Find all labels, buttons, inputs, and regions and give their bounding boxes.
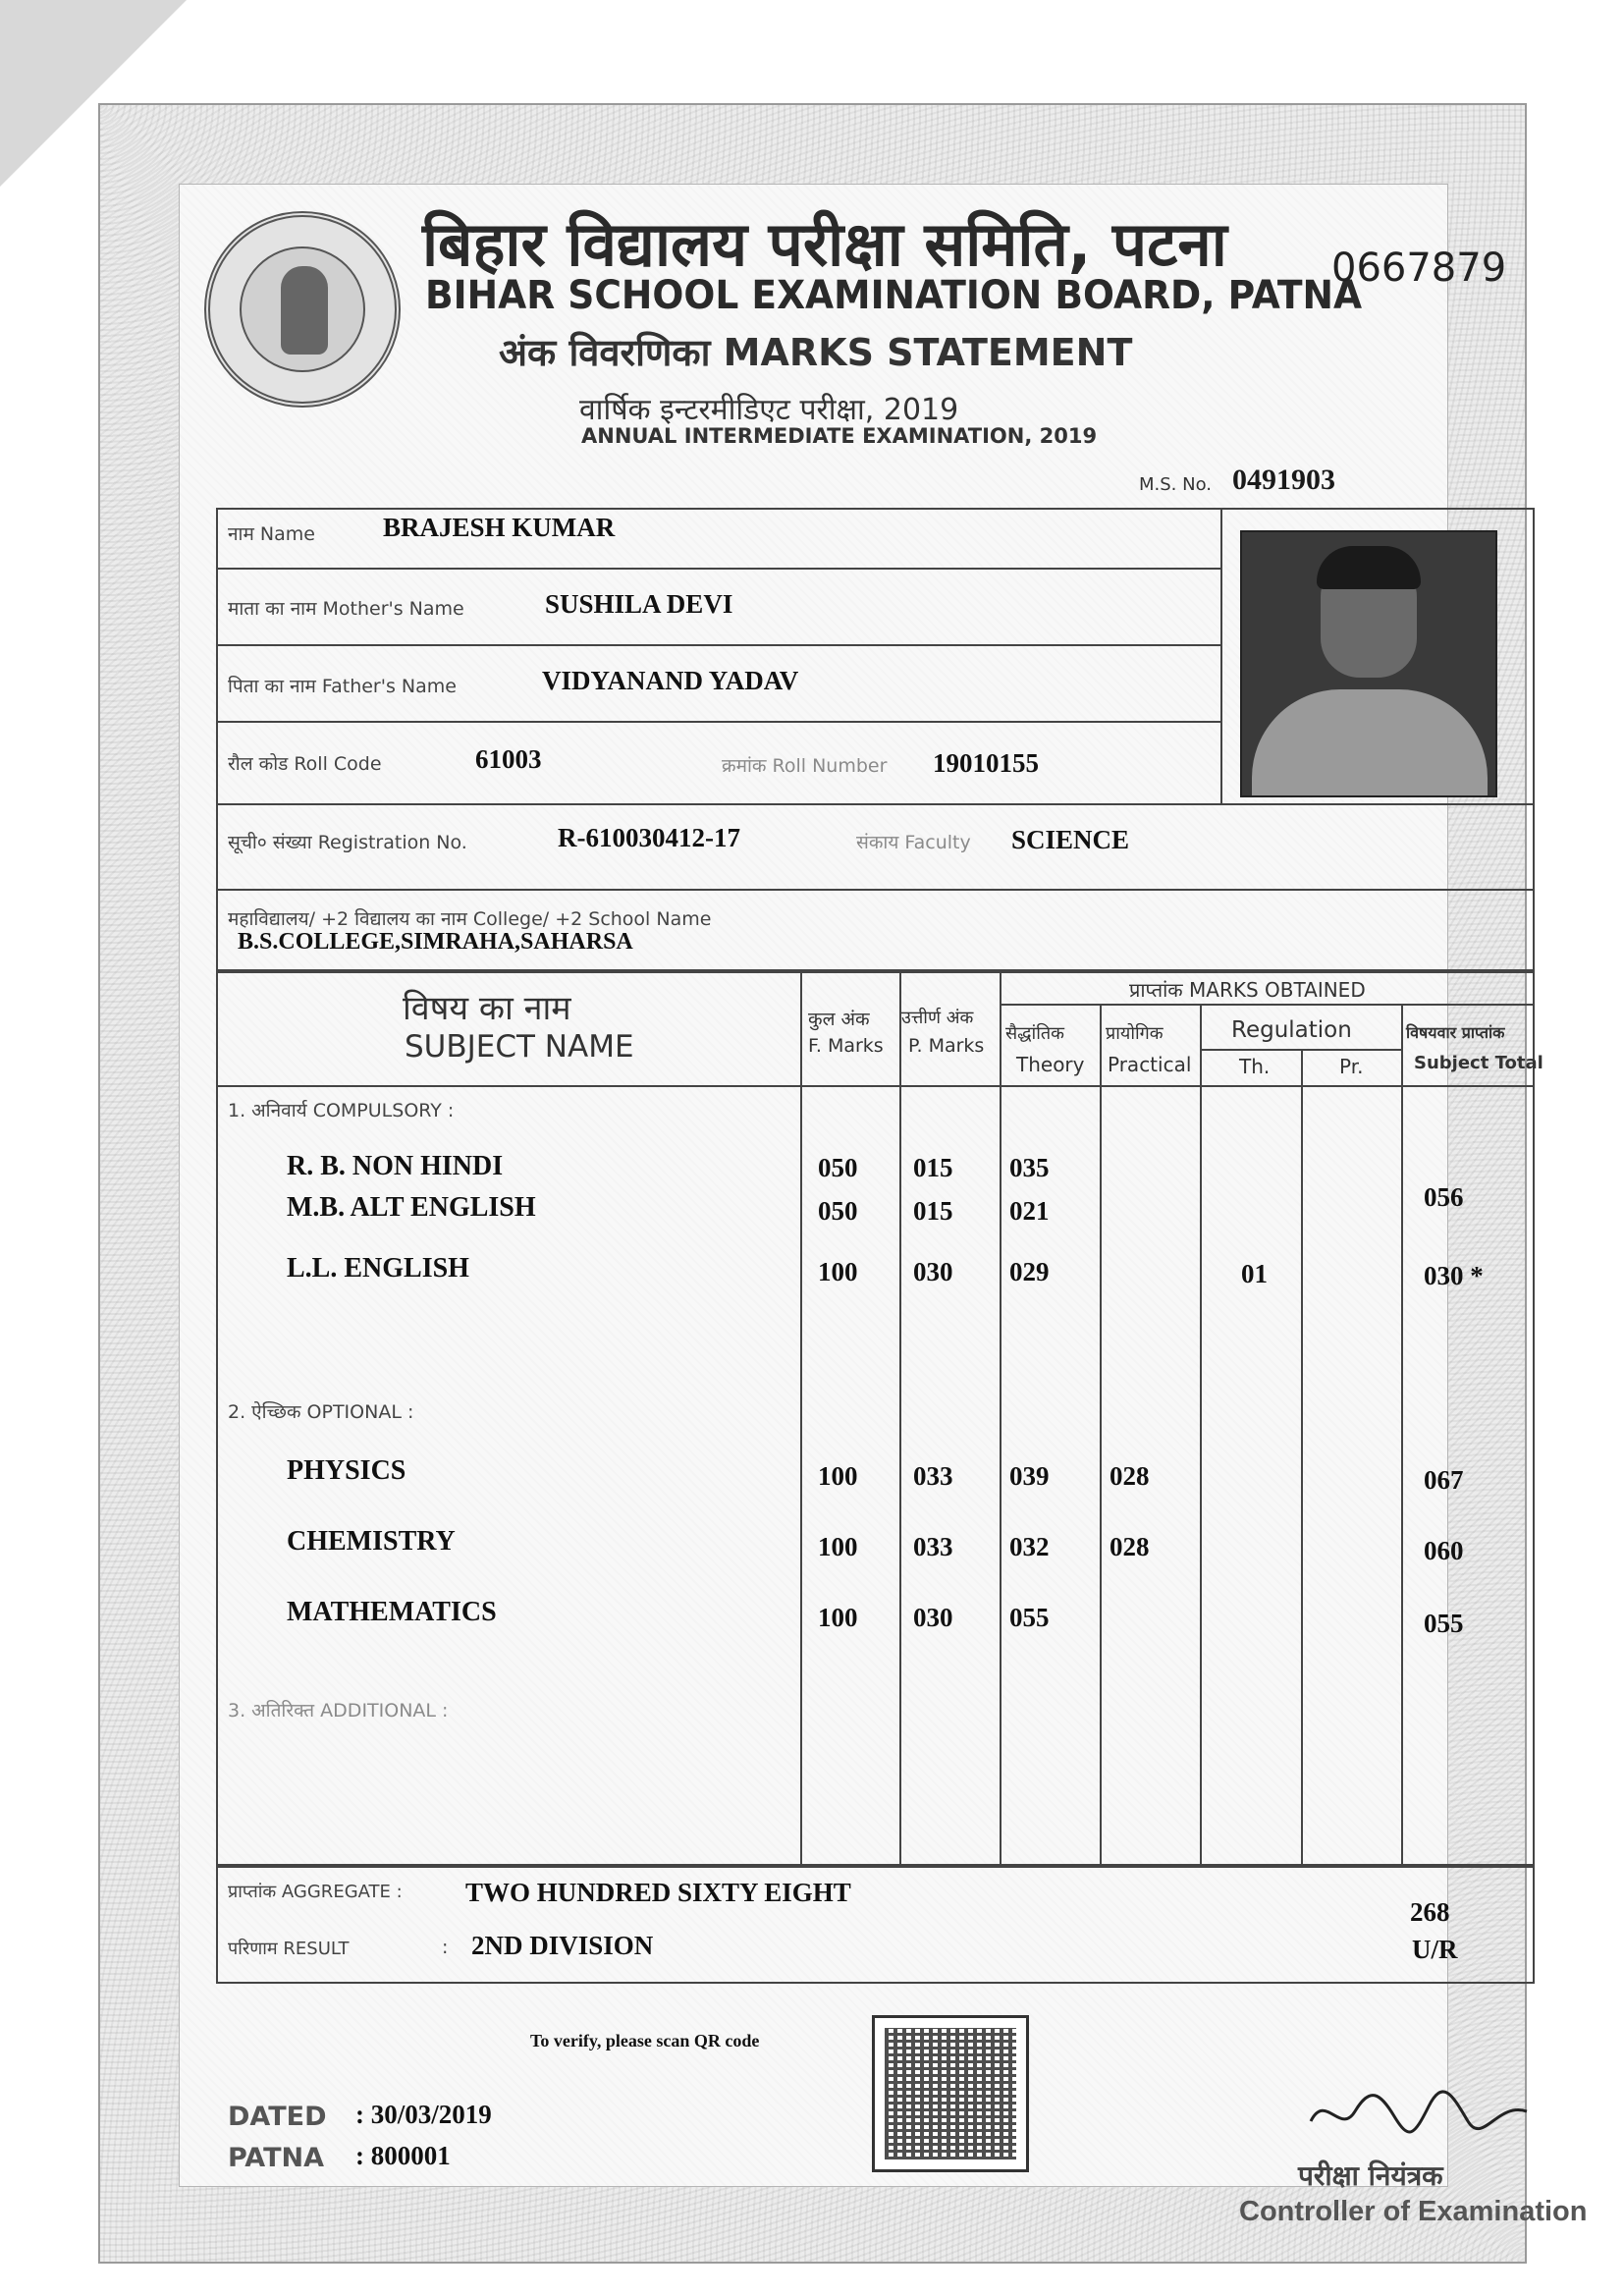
col-divider xyxy=(1301,1049,1303,1866)
subject-total: 067 xyxy=(1424,1465,1464,1495)
col-divider xyxy=(1200,1004,1202,1866)
divider xyxy=(216,721,1221,723)
father-name: VIDYANAND YADAV xyxy=(542,666,799,695)
seal-emblem xyxy=(240,246,365,372)
subject-name: PHYSICS xyxy=(287,1455,406,1486)
roll-code-label: रौल कोड Roll Code xyxy=(228,753,382,775)
controller-title-english: Controller of Examination xyxy=(1239,2196,1588,2227)
aggregate-label: प्राप्तांक AGGREGATE : xyxy=(228,1882,403,1902)
subject-name: R. B. NON HINDI xyxy=(287,1151,504,1181)
col-divider xyxy=(899,971,901,1866)
controller-title-hindi: परीक्षा नियंत्रक xyxy=(1298,2159,1443,2192)
student-name: BRAJESH KUMAR xyxy=(383,513,616,542)
theory-header: Theory xyxy=(1016,1053,1085,1076)
father-name-label: पिता का नाम Father's Name xyxy=(228,676,457,697)
full-marks: 100 xyxy=(818,1603,858,1632)
pass-marks-header-hindi: उत्तीर्ण अंक xyxy=(901,1008,974,1028)
faculty: SCIENCE xyxy=(1011,825,1130,854)
compulsory-section-label: 1. अनिवार्य COMPULSORY : xyxy=(228,1100,455,1121)
subject-total: 030 * xyxy=(1424,1261,1484,1290)
pass-marks: 015 xyxy=(913,1153,953,1182)
result-label: परिणाम RESULT xyxy=(228,1939,350,1959)
aggregate-total: 268 xyxy=(1410,1897,1450,1927)
board-name-english: BIHAR SCHOOL EXAMINATION BOARD, PATNA xyxy=(425,273,1363,318)
optional-section-label: 2. ऐच्छिक OPTIONAL : xyxy=(228,1401,414,1423)
subject-total-header-hindi: विषयवार प्राप्तांक xyxy=(1406,1023,1505,1042)
subject-header-english: SUBJECT NAME xyxy=(405,1029,634,1065)
subject-header-hindi: विषय का नाम xyxy=(403,989,571,1028)
result-division: 2ND DIVISION xyxy=(471,1931,654,1960)
registration-number: R-610030412-17 xyxy=(558,823,740,852)
full-marks-header: F. Marks xyxy=(808,1035,884,1057)
theory-header-hindi: सैद्धांतिक xyxy=(1005,1023,1064,1044)
subject-total: 060 xyxy=(1424,1536,1464,1565)
practical-marks: 028 xyxy=(1110,1532,1150,1561)
statement-title: अंक विवरणिका MARKS STATEMENT xyxy=(499,331,1133,374)
board-seal-logo xyxy=(204,211,401,408)
full-marks: 050 xyxy=(818,1196,858,1226)
exam-name-hindi: वार्षिक इन्टरमीडिएट परीक्षा, 2019 xyxy=(579,393,959,427)
summary-box xyxy=(216,1866,1535,1984)
regulation-header: Regulation xyxy=(1231,1017,1352,1043)
subject-total-header: Subject Total xyxy=(1414,1053,1543,1073)
regulation-theory-header: Th. xyxy=(1239,1055,1271,1078)
verify-instruction: To verify, please scan QR code xyxy=(530,2031,760,2050)
theory-marks: 032 xyxy=(1009,1532,1050,1561)
qr-code[interactable] xyxy=(872,2015,1029,2172)
practical-header-hindi: प्रायोगिक xyxy=(1106,1023,1164,1044)
aggregate-in-words: TWO HUNDRED SIXTY EIGHT xyxy=(465,1878,851,1907)
college-label: महाविद्यालय/ +2 विद्यालय का नाम College/ +2 School Name xyxy=(228,908,712,930)
divider xyxy=(216,568,1221,570)
col-divider xyxy=(800,971,802,1866)
pass-marks: 030 xyxy=(913,1603,953,1632)
qr-pattern xyxy=(885,2028,1016,2159)
pass-marks: 033 xyxy=(913,1461,953,1491)
full-marks: 100 xyxy=(818,1532,858,1561)
name-label: नाम Name xyxy=(228,523,315,545)
pass-marks: 033 xyxy=(913,1532,953,1561)
practical-marks: 028 xyxy=(1110,1461,1150,1491)
regulation-theory-marks: 01 xyxy=(1241,1259,1268,1288)
theory-marks: 039 xyxy=(1009,1461,1050,1491)
result-colon: : xyxy=(442,1937,449,1958)
patna-label: PATNA xyxy=(228,2143,325,2173)
photo-hair-shape xyxy=(1317,546,1421,589)
board-name-hindi: बिहार विद्यालय परीक्षा समिति, पटना xyxy=(422,208,1227,280)
issue-date: : 30/03/2019 xyxy=(355,2100,492,2129)
photo-divider xyxy=(1220,508,1222,804)
mother-name: SUSHILA DEVI xyxy=(545,589,733,619)
full-marks: 100 xyxy=(818,1461,858,1491)
exam-name-english: ANNUAL INTERMEDIATE EXAMINATION, 2019 xyxy=(581,424,1098,448)
full-marks: 050 xyxy=(818,1153,858,1182)
regulation-practical-header: Pr. xyxy=(1339,1055,1364,1078)
result-category: U/R xyxy=(1412,1935,1458,1964)
roll-number: 19010155 xyxy=(933,748,1039,778)
subject-name: L.L. ENGLISH xyxy=(287,1253,469,1284)
subject-name: CHEMISTRY xyxy=(287,1526,456,1557)
divider xyxy=(216,644,1221,646)
practical-header: Practical xyxy=(1108,1053,1192,1076)
dated-label: DATED xyxy=(228,2102,327,2132)
table-header-divider xyxy=(216,1085,1535,1087)
photo-body-shape xyxy=(1252,689,1488,797)
ms-number-label: M.S. No. xyxy=(1139,474,1213,495)
marks-obtained-divider xyxy=(1000,1004,1535,1006)
col-divider xyxy=(1401,1004,1403,1866)
theory-marks: 021 xyxy=(1009,1196,1050,1226)
divider xyxy=(216,803,1535,805)
subject-name: M.B. ALT ENGLISH xyxy=(287,1192,536,1223)
roll-number-label: क्रमांक Roll Number xyxy=(722,755,888,777)
theory-marks: 055 xyxy=(1009,1603,1050,1632)
theory-marks: 029 xyxy=(1009,1257,1050,1286)
college-name: B.S.COLLEGE,SIMRAHA,SAHARSA xyxy=(238,929,633,955)
pass-marks-header: P. Marks xyxy=(908,1035,985,1057)
registration-label: सूची० संख्या Registration No. xyxy=(228,832,467,853)
faculty-label: संकाय Faculty xyxy=(856,832,971,853)
col-divider xyxy=(1000,971,1001,1866)
theory-marks: 035 xyxy=(1009,1153,1050,1182)
roll-code: 61003 xyxy=(475,744,542,774)
subject-total: 056 xyxy=(1424,1182,1464,1212)
subject-total: 055 xyxy=(1424,1609,1464,1638)
serial-number: 0667879 xyxy=(1331,246,1507,291)
student-photo xyxy=(1240,530,1497,797)
pass-marks: 015 xyxy=(913,1196,953,1226)
marks-obtained-header: प्राप्तांक MARKS OBTAINED xyxy=(1129,978,1366,1002)
full-marks-header-hindi: कुल अंक xyxy=(808,1009,870,1030)
divider xyxy=(216,889,1535,891)
col-divider xyxy=(1100,1004,1102,1866)
full-marks: 100 xyxy=(818,1257,858,1286)
ms-number: 0491903 xyxy=(1232,464,1335,496)
mother-name-label: माता का नाम Mother's Name xyxy=(228,598,464,620)
pin-code: : 800001 xyxy=(355,2141,451,2170)
pass-marks: 030 xyxy=(913,1257,953,1286)
controller-signature xyxy=(1306,2082,1532,2151)
subject-name: MATHEMATICS xyxy=(287,1597,497,1627)
seal-figure-icon xyxy=(281,266,328,355)
additional-section-label: 3. अतिरिक्त ADDITIONAL : xyxy=(228,1700,449,1722)
